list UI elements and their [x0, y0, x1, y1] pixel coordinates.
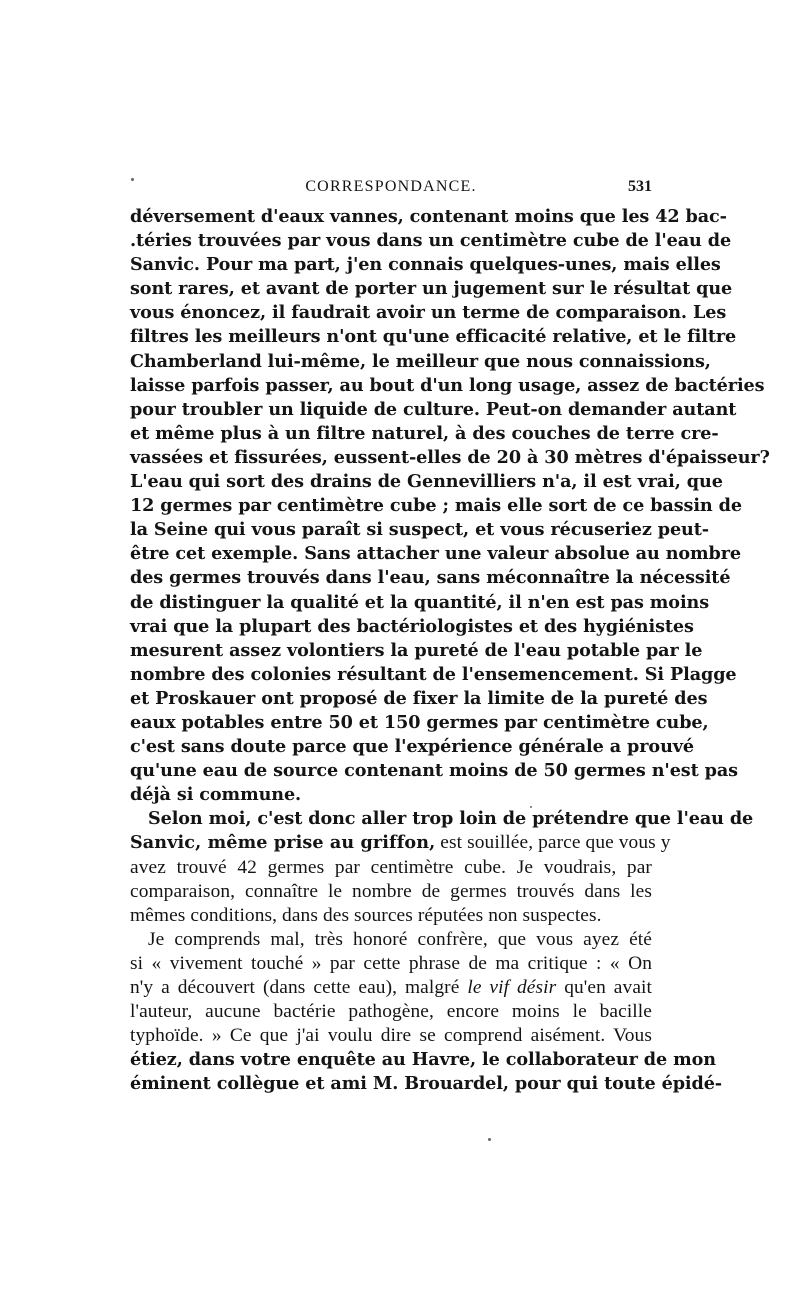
- text-line: vassées et fissurées, eussent-elles de 20 à 30 mètres d'épaisseur?: [130, 446, 770, 468]
- text-line: laisse parfois passer, au bout d'un long usage, assez de bactéries: [130, 374, 765, 396]
- paragraph-1: [130, 205, 770, 831]
- paragraph-3-continued: [130, 1048, 723, 1096]
- text-line: éminent collègue et ami M. Brouardel, pour qui toute épidé-: [130, 1073, 723, 1095]
- text-line: mêmes conditions, dans des sources réputées non suspectes.: [130, 904, 602, 926]
- text-line: déversement d'eaux vannes, contenant moins que les 42 bac-: [130, 206, 727, 227]
- text-line: c'est sans doute parce que l'expérience générale a prouvé: [130, 736, 694, 758]
- text-line: déjà si commune.: [130, 784, 302, 806]
- text-line: comparaison, connaître le nombre de germes trouvés dans les: [130, 880, 652, 902]
- text-run: Sanvic, même prise au griffon,: [130, 832, 436, 854]
- text-line: sont rares, et avant de porter un jugement sur le résultat que: [130, 278, 733, 300]
- paragraph-3: [130, 928, 652, 1048]
- text-line: Selon moi, c'est donc aller trop loin de prétendre que l'eau de: [148, 808, 754, 830]
- text-line: filtres les meilleurs n'ont qu'une efficacité relative, et le filtre: [130, 326, 737, 348]
- text-line: Chamberland lui-même, le meilleur que nous connaissions,: [130, 350, 711, 372]
- text-run: est souillée, parce que vous y: [435, 832, 671, 854]
- text-run: qu'en avait: [556, 977, 652, 998]
- text-line: étiez, dans votre enquête au Havre, le collaborateur de mon: [130, 1049, 716, 1071]
- text-line: qu'une eau de source contenant moins de 50 germes n'est pas: [130, 760, 738, 782]
- text-line: L'eau qui sort des drains de Gennevilliers n'a, il est vrai, que: [130, 471, 723, 493]
- text-line: vous énoncez, il faudrait avoir un terme de comparaison. Les: [130, 302, 727, 324]
- italic-text: le vif désir: [467, 977, 557, 998]
- text-line: pour troubler un liquide de culture. Peut-on demander autant: [130, 398, 737, 420]
- paragraph-2: [130, 831, 671, 927]
- text-line: 12 germes par centimètre cube ; mais elle sort de ce bassin de: [130, 495, 742, 517]
- running-title: CORRESPONDANCE.: [305, 178, 477, 195]
- text-line: typhoïde. » Ce que j'ai voulu dire se comprend aisément. Vous: [130, 1025, 652, 1047]
- text-line: des germes trouvés dans l'eau, sans méconnaître la nécessité: [130, 567, 731, 589]
- text-run: n'y a découvert (dans cette eau), malgré: [130, 977, 468, 998]
- text-line: [130, 831, 671, 855]
- body-text: [130, 205, 770, 1096]
- page-number: 531: [628, 178, 652, 195]
- text-line: la Seine qui vous paraît si suspect, et vous récuseriez peut-: [130, 519, 709, 541]
- text-line: et Proskauer ont proposé de fixer la limite de la pureté des: [130, 687, 708, 709]
- text-line: si « vivement touché » par cette phrase de ma critique : « On: [130, 952, 652, 974]
- text-line: Sanvic. Pour ma part, j'en connais quelques-unes, mais elles: [130, 254, 721, 276]
- print-speck: [488, 1138, 491, 1141]
- text-line: et même plus à un filtre naturel, à des couches de terre cre-: [130, 422, 719, 444]
- text-line: Je comprends mal, très honoré confrère, que vous ayez été: [148, 928, 652, 950]
- text-line: vrai que la plupart des bactériologistes et des hygiénistes: [130, 615, 694, 637]
- text-line: mesurent assez volontiers la pureté de l'eau potable par le: [130, 639, 703, 661]
- page-header: [130, 175, 652, 199]
- text-line: eaux potables entre 50 et 150 germes par centimètre cube,: [130, 711, 709, 733]
- text-line: de distinguer la qualité et la quantité, il n'en est pas moins: [130, 591, 710, 613]
- text-line: nombre des colonies résultant de l'ensemencement. Si Plagge: [130, 663, 737, 685]
- text-line: .téries trouvées par vous dans un centimètre cube de l'eau de: [130, 230, 732, 252]
- text-line: avez trouvé 42 germes par centimètre cube. Je voudrais, par: [130, 856, 652, 878]
- text-line: [130, 976, 652, 1000]
- text-line: l'auteur, aucune bactérie pathogène, encore moins le bacille: [130, 1001, 652, 1023]
- text-line: être cet exemple. Sans attacher une valeur absolue au nombre: [130, 543, 742, 565]
